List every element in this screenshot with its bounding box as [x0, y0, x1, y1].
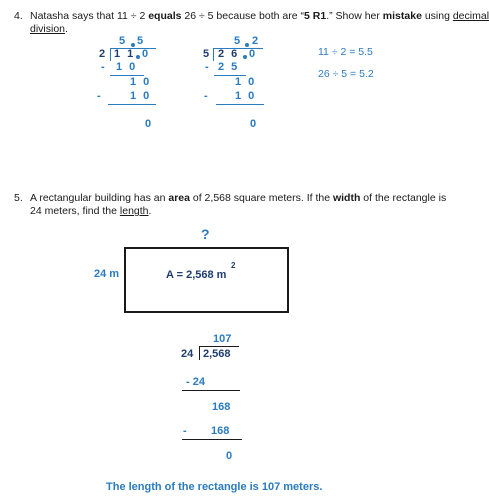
- div3-dividend: 2,568: [203, 348, 231, 360]
- div2-sub2-sign: -: [204, 90, 210, 102]
- div1-sub2-sign: -: [97, 90, 103, 102]
- q5-text: 24 meters, find the: [30, 205, 120, 217]
- div3-sub2: 168: [211, 425, 230, 437]
- div2-dividend-a: 2 6: [218, 48, 240, 60]
- q4-text: 26 ÷ 5 because both are “: [181, 10, 304, 22]
- q4-underline-decimal: decimal: [452, 10, 489, 22]
- q4-bold-equals: equals: [148, 10, 182, 22]
- div3-rem1: 168: [212, 401, 231, 413]
- q5-text: A rectangular building has an: [30, 192, 169, 204]
- div2-divisor: 5: [203, 48, 212, 60]
- q4-prompt-line2: [30, 23, 68, 36]
- div1-sub2: 1 0: [130, 90, 152, 102]
- div1-quotient-b: 5: [137, 35, 146, 47]
- div2-quotient-a: 5: [234, 35, 243, 47]
- div1-sub1: 1 0: [116, 61, 138, 73]
- div2-quotient-b: 2: [252, 35, 261, 47]
- div2-bracket-side: [213, 48, 214, 61]
- q5-text: .: [148, 205, 152, 217]
- q4-text: .: [65, 23, 68, 35]
- div1-dividend-b: 0: [142, 48, 151, 60]
- q4-text: Natasha says that 11 ÷ 2: [30, 10, 149, 22]
- div3-sub2-sign: -: [183, 425, 187, 437]
- q5-bold-width: width: [332, 192, 361, 204]
- q5-prompt-line2: [30, 205, 151, 218]
- div3-final: 0: [226, 450, 233, 462]
- div1-quotient-decimal-point: [131, 43, 135, 47]
- div3-bracket-top: [199, 346, 239, 347]
- q4-bold-mistake: mistake: [382, 10, 422, 22]
- div2-sub1: 2 5: [218, 61, 240, 73]
- div3-quotient: 107: [213, 333, 232, 345]
- q5-number: 5.: [14, 192, 23, 204]
- area-label: [166, 269, 226, 281]
- q5-prompt-line1: [30, 192, 446, 205]
- q5-text: of 2,568 square meters. If the: [189, 192, 333, 204]
- div2-sub1-sign: -: [205, 61, 211, 73]
- equation-2: 26 ÷ 5 = 5.2: [318, 68, 374, 80]
- div1-sub1-sign: -: [101, 61, 107, 73]
- div2-quotient-decimal-point: [245, 43, 249, 47]
- div1-rem1: 1 0: [130, 76, 152, 88]
- equation-1: 11 ÷ 2 = 5.5: [318, 46, 373, 58]
- div1-bracket-side: [110, 48, 111, 61]
- div1-rule-2: [108, 104, 156, 105]
- div3-divisor: 24: [181, 348, 194, 360]
- q4-bold-5r1: 5 R1: [304, 10, 327, 22]
- div2-rule-2: [216, 104, 264, 105]
- unknown-length-mark: ?: [201, 226, 210, 242]
- q4-text: using: [421, 10, 453, 22]
- width-label: 24 m: [94, 268, 120, 280]
- area-value: A = 2,568 m: [166, 269, 227, 281]
- div2-rem1: 1 0: [235, 76, 257, 88]
- div1-dividend-decimal-point: [136, 55, 140, 59]
- q5-underline-length: length: [119, 205, 149, 217]
- div1-final: 0: [145, 118, 154, 130]
- div3-rule-2: [182, 439, 242, 440]
- q4-text: .” Show her: [326, 10, 383, 22]
- q5-bold-area: area: [168, 192, 190, 204]
- q4-number: 4.: [14, 10, 23, 22]
- q4-underline-division: division: [30, 23, 66, 35]
- div3-sub1: - 24: [186, 376, 205, 388]
- div1-divisor: 2: [99, 48, 108, 60]
- q4-prompt-line1: [30, 10, 489, 23]
- q5-text: of the rectangle is: [360, 192, 447, 204]
- div2-final: 0: [250, 118, 259, 130]
- div1-dividend-a: 1 1: [114, 48, 136, 60]
- div2-dividend-b: 0: [249, 48, 258, 60]
- answer-sentence: The length of the rectangle is 107 meters.: [106, 481, 323, 493]
- div1-quotient-a: 5: [119, 35, 128, 47]
- div2-sub2: 1 0: [235, 90, 257, 102]
- area-exponent: 2: [231, 261, 236, 270]
- div3-bracket-side: [199, 346, 200, 360]
- div2-dividend-decimal-point: [243, 55, 247, 59]
- div3-rule-1: [182, 390, 240, 391]
